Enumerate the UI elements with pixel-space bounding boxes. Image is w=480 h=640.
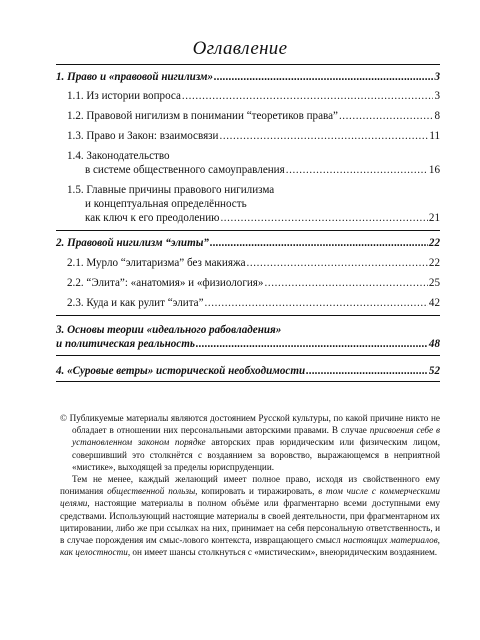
toc-entry-title: 2.2. “Элита”: «анатомия» и «физиология» [67, 277, 264, 289]
page-title: Оглавление [192, 38, 288, 59]
toc-entry[interactable] [56, 236, 440, 250]
toc-entry-page: 48 [428, 338, 440, 350]
toc-leader-dots [210, 236, 428, 250]
top-divider [56, 64, 440, 65]
toc-entry-page: 16 [428, 164, 440, 176]
toc-entry[interactable] [56, 109, 440, 123]
toc-entry[interactable] [56, 70, 440, 84]
toc-leader-dots [205, 296, 428, 310]
toc-entry-title: 2. Правовой нигилизм “элиты” [56, 237, 209, 249]
toc-entry-title-line: как ключ к его преодолению [85, 212, 220, 224]
toc-entry-title: 1.3. Право и Закон: взаимосвязи [67, 130, 219, 142]
toc-leader-dots [264, 276, 427, 290]
table-of-contents [56, 70, 440, 382]
toc-leader-dots [306, 364, 428, 378]
toc-entry-title-line: 1.4. Законодательство [67, 150, 170, 162]
toc-entry-title: 1.2. Правовой нигилизм в понимании “теоретиков права” [67, 110, 338, 122]
toc-entry[interactable] [56, 364, 440, 378]
toc-leader-dots [196, 337, 428, 351]
copyright-paragraph-2: Тем не менее, каждый желающий имеет полное право, исходя из свойственного ему понимания общественной пользы, копировать и тиражировать, в том числе с коммерческими целями, настоящие материалы в полном объёме или фрагментарно всеми доступными ему средствами. Использующий настоящие материалы в своей деятельности, при фрагментарном их цитировании, либо же при ссылках на них, принимает на себя персональную ответственность, и в случае порождения им смыс-лового контекста, извращающего смысл настоящих материалов, как целостности, он имеет шансы столкнуться с «мистическим», внеюридическим воздаянием. [60, 474, 440, 558]
toc-leader-dots [286, 163, 428, 177]
toc-entry-page: 3 [434, 90, 440, 102]
toc-entry-page: 42 [428, 297, 440, 309]
toc-entry-page: 25 [428, 277, 440, 289]
toc-entry[interactable] [56, 89, 440, 103]
toc-entry[interactable] [56, 183, 440, 225]
toc-entry-page: 52 [428, 365, 440, 377]
toc-leader-dots [220, 211, 427, 225]
toc-entry[interactable] [56, 276, 440, 290]
toc-leader-dots [247, 256, 428, 270]
toc-entry[interactable] [56, 296, 440, 310]
toc-entry-page: 11 [429, 130, 440, 142]
toc-entry-title-line: и политическая реальность [56, 338, 195, 350]
toc-chapter-1-block [56, 70, 440, 231]
copyright-notice [60, 412, 440, 558]
toc-leader-dots [182, 89, 434, 103]
toc-entry-title-line: и концептуальная определённость [85, 198, 247, 210]
toc-leader-dots [214, 70, 433, 84]
toc-entry-title: 2.3. Куда и как рулит “элита” [67, 297, 204, 309]
toc-entry-title: 1.1. Из истории вопроса [67, 90, 181, 102]
toc-entry-title-line: в системе общественного самоуправления [85, 164, 285, 176]
toc-chapter-2-block [56, 231, 440, 316]
toc-chapter-4-block [56, 356, 440, 382]
toc-entry[interactable] [56, 323, 440, 351]
toc-entry-page: 8 [434, 110, 440, 122]
toc-entry[interactable] [56, 129, 440, 143]
toc-chapter-3-block [56, 316, 440, 356]
toc-entry[interactable] [56, 149, 440, 177]
copyright-paragraph-1: © Публикуемые материалы являются достоянием Русской культуры, по какой причине никто не обладает в отношении них персональными авторскими правами. В случае присвоения себе в установленном законом порядке авторских прав юридическим или физическим лицом, совершивший это столкнётся с воздаянием за воровство, выражающемся в неприятной «мистике», выходящей за пределы юриспруденции. [60, 413, 441, 472]
toc-entry-title: 2.1. Мурло “элитаризма” без макияжа [67, 257, 246, 269]
toc-entry-page: 22 [428, 257, 440, 269]
toc-leader-dots [339, 109, 434, 123]
toc-entry-page: 22 [428, 237, 440, 249]
toc-entry[interactable] [56, 256, 440, 270]
toc-entry-page: 21 [428, 212, 440, 224]
toc-leader-dots [220, 129, 429, 143]
toc-entry-title: 4. «Суровые ветры» исторической необходимости [56, 365, 306, 377]
toc-entry-title-line: 3. Основы теории «идеального рабовладения» [56, 324, 282, 336]
toc-entry-title: 1. Право и «правовой нигилизм» [56, 71, 214, 83]
toc-entry-title-line: 1.5. Главные причины правового нигилизма [67, 184, 275, 196]
toc-entry-page: 3 [434, 71, 440, 83]
